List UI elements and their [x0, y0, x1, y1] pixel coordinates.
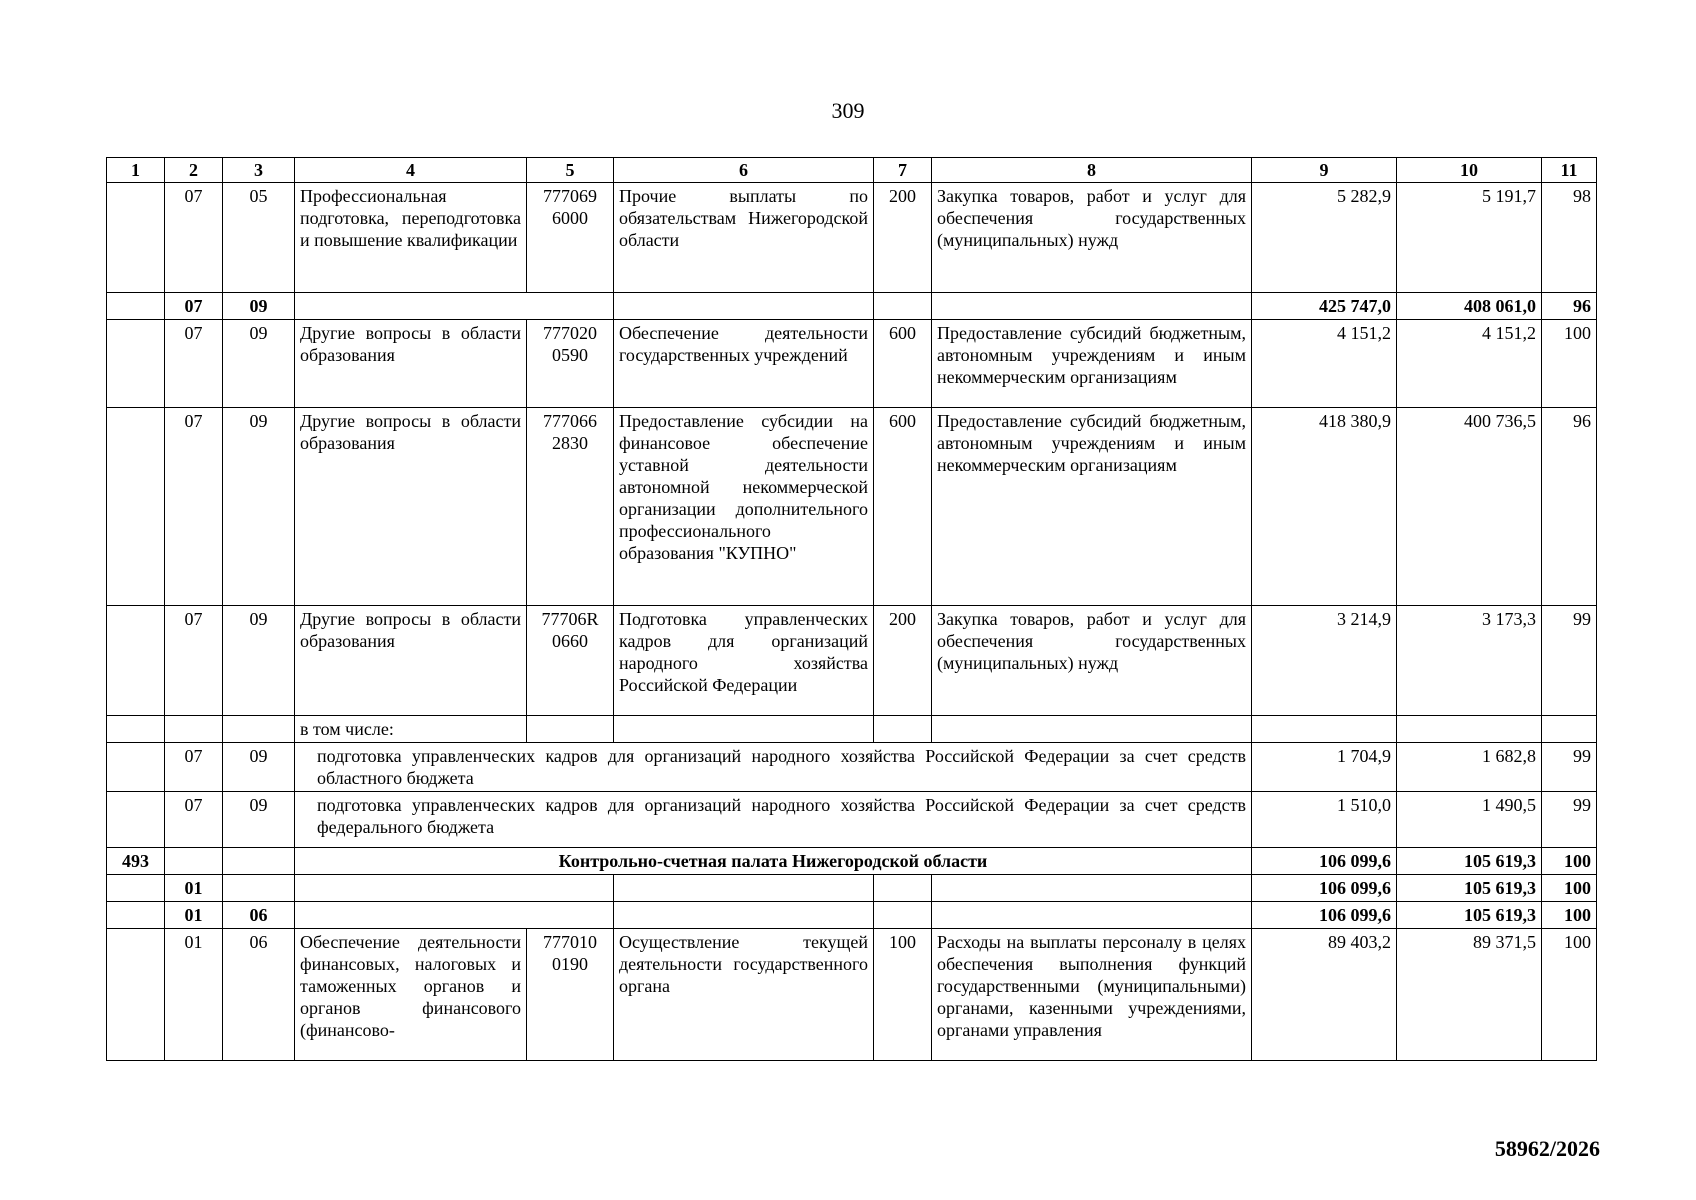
cell-target-name: Обеспечение деятельности государственных учреждений [614, 320, 874, 408]
header-cell: 2 [165, 158, 223, 183]
cell-col1 [107, 875, 165, 902]
cell-section: 07 [165, 293, 223, 320]
cell-empty [874, 716, 932, 743]
header-cell: 1 [107, 158, 165, 183]
header-cell: 4 [295, 158, 527, 183]
cell-actual: 1 490,5 [1397, 792, 1542, 848]
cell-col1 [107, 743, 165, 792]
table-row-department [107, 848, 1597, 875]
cell-plan: 106 099,6 [1252, 875, 1397, 902]
header-cell: 7 [874, 158, 932, 183]
table-row-subtotal [107, 293, 1597, 320]
cell-empty [223, 875, 295, 902]
cell-empty [614, 716, 874, 743]
header-row [107, 158, 1597, 183]
cell-col1 [107, 929, 165, 1061]
cell-actual: 1 682,8 [1397, 743, 1542, 792]
cell-col1 [107, 792, 165, 848]
cell-target-code: 77706R 0660 [527, 606, 614, 716]
cell-empty [295, 875, 614, 902]
cell-subsection: 09 [223, 792, 295, 848]
cell-actual: 4 151,2 [1397, 320, 1542, 408]
cell-col1 [107, 293, 165, 320]
cell-empty [932, 875, 1252, 902]
cell-empty [932, 902, 1252, 929]
cell-plan: 89 403,2 [1252, 929, 1397, 1061]
cell-col1 [107, 606, 165, 716]
cell-expense-type: 200 [874, 606, 932, 716]
table-row [107, 743, 1597, 792]
cell-section: 01 [165, 929, 223, 1061]
cell-percent: 99 [1542, 743, 1597, 792]
cell-actual: 400 736,5 [1397, 408, 1542, 606]
document-number: 58962/2026 [1494, 1136, 1600, 1161]
cell-plan: 418 380,9 [1252, 408, 1397, 606]
cell-subsection: 09 [223, 408, 295, 606]
cell-section: 01 [165, 875, 223, 902]
cell-percent: 99 [1542, 792, 1597, 848]
header-cell: 5 [527, 158, 614, 183]
cell-target-name: Подготовка управленческих кадров для организаций народного хозяйства Российской Федерации [614, 606, 874, 716]
cell-subsection-name: Другие вопросы в области образования [295, 408, 527, 606]
header-cell: 9 [1252, 158, 1397, 183]
header-cell: 6 [614, 158, 874, 183]
cell-section: 07 [165, 792, 223, 848]
cell-percent: 96 [1542, 293, 1597, 320]
table-row [107, 183, 1597, 293]
header-cell: 3 [223, 158, 295, 183]
cell-target-name: Прочие выплаты по обязательствам Нижегородской области [614, 183, 874, 293]
cell-subsection: 09 [223, 743, 295, 792]
table-row [107, 320, 1597, 408]
cell-col1 [107, 902, 165, 929]
cell-col1 [107, 320, 165, 408]
table-row-subtotal [107, 902, 1597, 929]
cell-subsection: 05 [223, 183, 295, 293]
cell-target-name: Предоставление субсидии на финансовое обеспечение уставной деятельности автономной некоммерческой организации дополнительного профессионального образования "КУПНО" [614, 408, 874, 606]
cell-empty [223, 848, 295, 875]
cell-subsection-name: Профессиональная подготовка, переподготовка и повышение квалификации [295, 183, 527, 293]
cell-percent: 100 [1542, 848, 1597, 875]
cell-empty [614, 902, 874, 929]
cell-expense-type: 600 [874, 408, 932, 606]
cell-plan: 5 282,9 [1252, 183, 1397, 293]
cell-empty [223, 716, 295, 743]
header-cell: 10 [1397, 158, 1542, 183]
table-row [107, 408, 1597, 606]
cell-actual: 408 061,0 [1397, 293, 1542, 320]
cell-subsection-name: Другие вопросы в области образования [295, 320, 527, 408]
budget-table [106, 157, 1597, 1061]
cell-subsection-name: Другие вопросы в области образования [295, 606, 527, 716]
cell-plan: 4 151,2 [1252, 320, 1397, 408]
cell-percent: 99 [1542, 606, 1597, 716]
cell-section: 07 [165, 183, 223, 293]
cell-col1 [107, 716, 165, 743]
cell-empty [165, 848, 223, 875]
cell-expense-type: 600 [874, 320, 932, 408]
cell-empty [295, 293, 614, 320]
cell-percent: 98 [1542, 183, 1597, 293]
cell-subsection: 09 [223, 606, 295, 716]
table-row [107, 606, 1597, 716]
cell-empty [874, 293, 932, 320]
cell-empty [874, 902, 932, 929]
cell-target-code: 777010 0190 [527, 929, 614, 1061]
cell-expense-type-name: Предоставление субсидий бюджетным, автономным учреждениям и иным некоммерческим организациям [932, 320, 1252, 408]
cell-section: 07 [165, 320, 223, 408]
cell-percent: 100 [1542, 320, 1597, 408]
cell-plan: 106 099,6 [1252, 902, 1397, 929]
cell-section: 01 [165, 902, 223, 929]
cell-actual: 105 619,3 [1397, 848, 1542, 875]
cell-actual: 3 173,3 [1397, 606, 1542, 716]
cell-section: 07 [165, 606, 223, 716]
cell-expense-type-name: Закупка товаров, работ и услуг для обеспечения государственных (муниципальных) нужд [932, 183, 1252, 293]
cell-target-name: Осуществление текущей деятельности государственного органа [614, 929, 874, 1061]
cell-empty [614, 293, 874, 320]
cell-actual: 5 191,7 [1397, 183, 1542, 293]
cell-percent: 96 [1542, 408, 1597, 606]
cell-empty [932, 716, 1252, 743]
cell-subsection-name: Обеспечение деятельности финансовых, налоговых и таможенных органов и органов финансового (финансово- [295, 929, 527, 1061]
header-cell: 11 [1542, 158, 1597, 183]
cell-empty [932, 293, 1252, 320]
table-row-including [107, 716, 1597, 743]
cell-section: 07 [165, 743, 223, 792]
cell-plan: 1 704,9 [1252, 743, 1397, 792]
cell-subsection: 09 [223, 293, 295, 320]
table-row [107, 792, 1597, 848]
cell-empty [874, 875, 932, 902]
cell-empty [295, 902, 614, 929]
cell-plan: 425 747,0 [1252, 293, 1397, 320]
cell-percent: 100 [1542, 929, 1597, 1061]
cell-plan: 1 510,0 [1252, 792, 1397, 848]
cell-plan: 106 099,6 [1252, 848, 1397, 875]
cell-col1 [107, 183, 165, 293]
cell-including-label: в том числе: [295, 716, 527, 743]
table-row-subtotal [107, 875, 1597, 902]
page-number: 309 [831, 98, 865, 123]
cell-empty [1252, 716, 1397, 743]
cell-target-code: 777069 6000 [527, 183, 614, 293]
cell-target-code: 777066 2830 [527, 408, 614, 606]
header-cell: 8 [932, 158, 1252, 183]
cell-department-code: 493 [107, 848, 165, 875]
cell-section: 07 [165, 408, 223, 606]
cell-percent: 100 [1542, 875, 1597, 902]
cell-plan: 3 214,9 [1252, 606, 1397, 716]
cell-empty [527, 716, 614, 743]
cell-department-name: Контрольно-счетная палата Нижегородской области [295, 848, 1252, 875]
table-row [107, 929, 1597, 1061]
cell-including-text: подготовка управленческих кадров для организаций народного хозяйства Российской Федерации за счет средств федерального бюджета [295, 792, 1252, 848]
cell-including-text: подготовка управленческих кадров для организаций народного хозяйства Российской Федерации за счет средств областного бюджета [295, 743, 1252, 792]
cell-target-code: 777020 0590 [527, 320, 614, 408]
cell-actual: 105 619,3 [1397, 902, 1542, 929]
cell-expense-type: 100 [874, 929, 932, 1061]
cell-empty [1542, 716, 1597, 743]
cell-subsection: 06 [223, 929, 295, 1061]
cell-percent: 100 [1542, 902, 1597, 929]
cell-subsection: 09 [223, 320, 295, 408]
cell-empty [1397, 716, 1542, 743]
cell-expense-type: 200 [874, 183, 932, 293]
cell-empty [614, 875, 874, 902]
cell-actual: 105 619,3 [1397, 875, 1542, 902]
cell-expense-type-name: Предоставление субсидий бюджетным, автономным учреждениям и иным некоммерческим организациям [932, 408, 1252, 606]
cell-col1 [107, 408, 165, 606]
cell-empty [165, 716, 223, 743]
cell-expense-type-name: Закупка товаров, работ и услуг для обеспечения государственных (муниципальных) нужд [932, 606, 1252, 716]
cell-subsection: 06 [223, 902, 295, 929]
cell-actual: 89 371,5 [1397, 929, 1542, 1061]
cell-expense-type-name: Расходы на выплаты персоналу в целях обеспечения выполнения функций государственными (муниципальными) органами, казенными учреждениями, органами управления [932, 929, 1252, 1061]
